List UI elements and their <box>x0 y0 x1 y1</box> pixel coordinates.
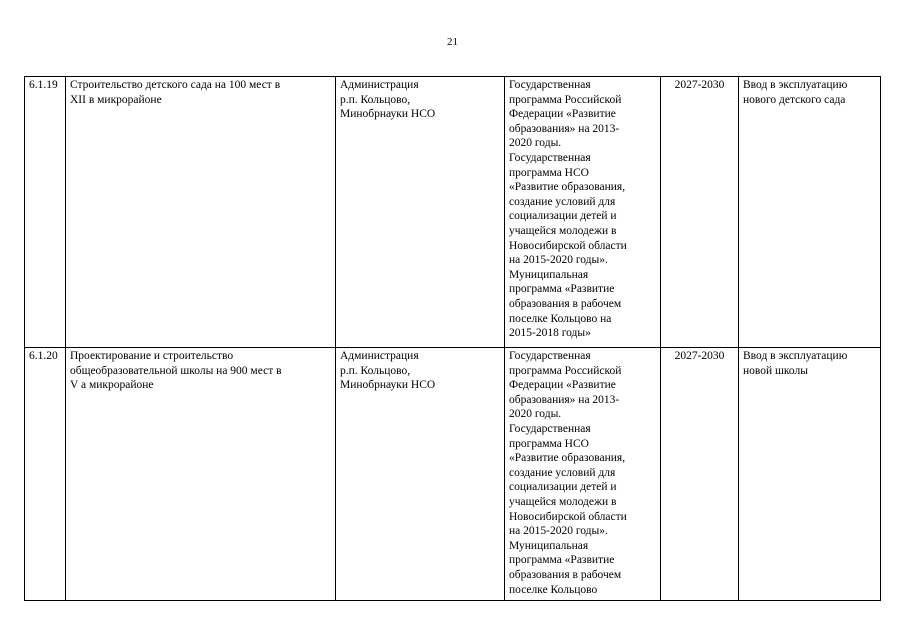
program-line: программа Российской <box>509 364 622 377</box>
program-line: «Развитие образования, <box>509 181 626 194</box>
result-line: нового детского сада <box>743 93 846 106</box>
executor-line: Минобрнауки НСО <box>340 379 436 392</box>
program-line: на 2015-2020 годы». <box>509 525 608 538</box>
program-line: 2020 годы. <box>509 408 562 421</box>
program-line: Государственная <box>509 79 591 91</box>
executor-cell <box>336 77 505 348</box>
measure-name-cell <box>66 348 336 601</box>
page-number: 21 <box>447 36 458 48</box>
executor-line: Администрация <box>340 350 419 362</box>
program-line: Федерации «Развитие <box>509 379 616 392</box>
program-line: создание условий для <box>509 466 616 479</box>
program-cell <box>505 77 661 348</box>
program-line: социализации детей и <box>509 210 617 223</box>
name-line: Строительство детского сада на 100 мест в <box>70 79 281 91</box>
table-row <box>25 348 881 601</box>
item-number: 6.1.20 <box>29 350 58 362</box>
program-line: Муниципальная <box>509 539 589 552</box>
name-line: V а микрорайоне <box>70 379 154 392</box>
executor-line: р.п. Кольцово, <box>340 93 411 106</box>
result-line: Ввод в эксплуатацию <box>743 79 848 91</box>
item-number-cell <box>25 348 66 601</box>
executor-line: р.п. Кольцово, <box>340 364 411 377</box>
executor-line: Администрация <box>340 79 419 91</box>
term-value: 2027-2030 <box>674 79 725 91</box>
program-line: учащейся молодежи в <box>509 224 617 237</box>
program-line: программа Российской <box>509 93 622 106</box>
term-cell <box>661 77 739 348</box>
item-number-cell <box>25 77 66 348</box>
term-value: 2027-2030 <box>674 350 725 362</box>
program-line: образования» на 2013- <box>509 122 620 135</box>
program-line: образования в рабочем <box>509 568 622 581</box>
name-line: Проектирование и строительство <box>70 350 234 362</box>
term-cell <box>661 348 739 601</box>
program-line: поселке Кольцово на <box>509 312 612 325</box>
program-line: программа НСО <box>509 437 589 450</box>
plan-table <box>24 76 881 601</box>
program-line: Государственная <box>509 422 591 435</box>
result-line: Ввод в эксплуатацию <box>743 350 848 362</box>
program-cell <box>505 348 661 601</box>
program-line: создание условий для <box>509 195 616 208</box>
program-line: Государственная <box>509 151 591 164</box>
program-line: образования» на 2013- <box>509 393 620 406</box>
program-line: программа «Развитие <box>509 283 615 296</box>
program-line: поселке Кольцово <box>509 583 598 596</box>
program-line: программа НСО <box>509 166 589 179</box>
program-line: на 2015-2020 годы». <box>509 254 608 267</box>
measure-name-cell <box>66 77 336 348</box>
item-number: 6.1.19 <box>29 79 58 91</box>
result-cell <box>739 77 881 348</box>
program-line: социализации детей и <box>509 481 617 494</box>
executor-line: Минобрнауки НСО <box>340 108 436 121</box>
program-line: программа «Развитие <box>509 554 615 567</box>
program-line: 2020 годы. <box>509 137 562 150</box>
result-line: новой школы <box>743 364 808 377</box>
program-line: Новосибирской области <box>509 239 627 252</box>
program-line: образования в рабочем <box>509 297 622 310</box>
name-line: общеобразовательной школы на 900 мест в <box>70 364 282 377</box>
program-line: Государственная <box>509 350 591 362</box>
result-cell <box>739 348 881 601</box>
executor-cell <box>336 348 505 601</box>
name-line: XII в микрорайоне <box>70 93 162 106</box>
program-line: 2015-2018 годы» <box>509 327 591 340</box>
program-line: учащейся молодежи в <box>509 495 617 508</box>
program-line: Муниципальная <box>509 268 589 281</box>
program-line: Федерации «Развитие <box>509 108 616 121</box>
program-line: Новосибирской области <box>509 510 627 523</box>
program-line: «Развитие образования, <box>509 452 626 465</box>
table-row <box>25 77 881 348</box>
